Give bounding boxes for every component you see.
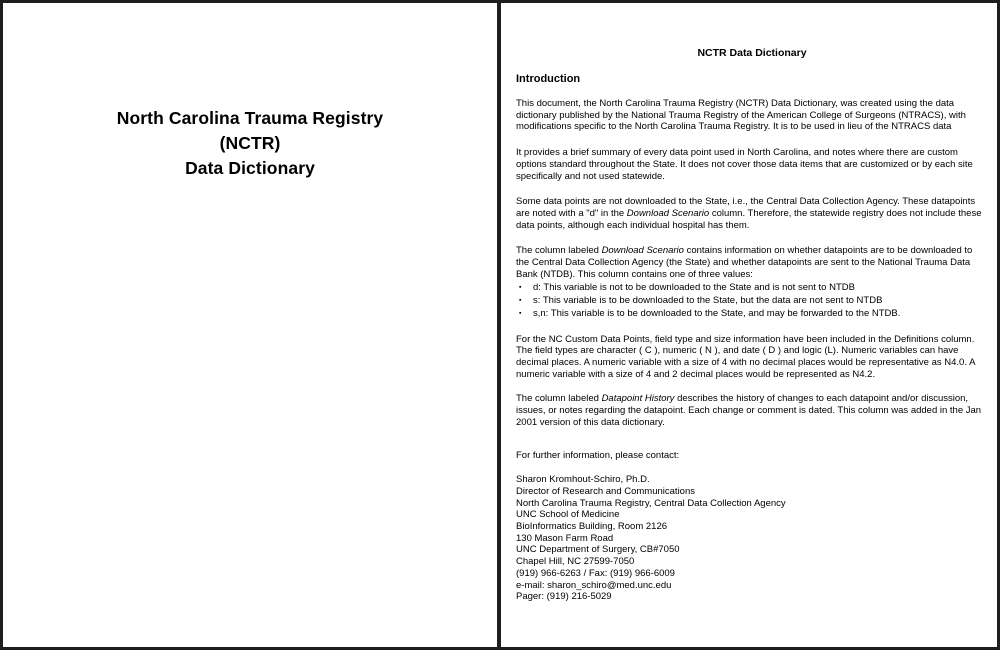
contact-line-org: North Carolina Trauma Registry, Central Data Collection Agency (516, 497, 786, 509)
contact-block (516, 474, 988, 603)
cover-title-line-2: (NCTR) (219, 133, 281, 153)
contact-line-department: UNC Department of Surgery, CB#7050 (516, 544, 680, 556)
download-scenario-italic: Download Scenario (601, 245, 684, 257)
contact-line-street: 130 Mason Farm Road (516, 532, 614, 544)
paragraph-text: contains information on whether datapoints are to be downloaded to the Central Data Collection Agency (the State) and whether datapoints are sent to the National Trauma Data Bank (NTDB). This column contains one of three values: (516, 245, 973, 280)
paragraph-text: Some data points are not downloaded to the State, i.e., the Central Data Collection Agency. These datapoints are noted with a "d" in the (516, 196, 976, 219)
contact-line-city: Chapel Hill, NC 27599-7050 (516, 556, 635, 568)
list-item-text: d: This variable is not to be downloaded to the State and is not sent to NTDB (533, 282, 855, 294)
bullet-square-icon: ▪ (519, 309, 522, 317)
cover-title-line-1: North Carolina Trauma Registry (116, 108, 384, 128)
contact-intro: For further information, please contact: (516, 450, 680, 462)
paragraph-text: The column labeled (516, 245, 602, 257)
download-scenario-values-list (516, 282, 988, 320)
bullet-square-icon: ▪ (519, 284, 522, 292)
intro-paragraph-5 (516, 334, 988, 381)
bullet-square-icon: ▪ (519, 297, 522, 305)
contact-line-school: UNC School of Medicine (516, 509, 620, 521)
cover-title-line-3: Data Dictionary (185, 158, 315, 178)
contact-line-pager: Pager: (919) 216-5029 (516, 591, 612, 603)
contact-line-name: Sharon Kromhout-Schiro, Ph.D. (516, 474, 650, 486)
list-item-s (516, 295, 988, 308)
paragraph-text: column. Therefore, the statewide registry does not include these data points, although each individual hospital has them. (516, 207, 982, 231)
list-item-sn (516, 308, 988, 321)
cover-title (3, 106, 497, 181)
paragraph-text: describes the history of changes to each datapoint and/or discussion, issues, or notes regarding the datapoint. Each change or comment is dated. This column was added in the Jan 2001 version of this data dictionary. (516, 393, 982, 428)
paragraph-text: It provides a brief summary of every data point used in North Carolina, and notes where there are custom options standard throughout the State. It does not cover those data items that are customized or by each site specifically and not used statewide. (516, 147, 973, 182)
list-item-d (516, 282, 988, 295)
intro-paragraph-6 (516, 393, 988, 428)
datapoint-history-italic: Datapoint History (601, 393, 675, 405)
contact-line-title: Director of Research and Communications (516, 485, 695, 497)
intro-paragraph-2 (516, 147, 988, 182)
introduction-page (501, 3, 997, 647)
intro-paragraph-3 (516, 196, 988, 231)
introduction-heading: Introduction (516, 73, 581, 85)
intro-paragraph-1 (516, 98, 988, 133)
page-header-title: NCTR Data Dictionary (697, 47, 807, 59)
list-item-text: s,n: This variable is to be downloaded to the State, and may be forwarded to the NTDB. (533, 307, 901, 319)
paragraph-text: This document, the North Carolina Trauma Registry (NCTR) Data Dictionary, was created using the data dictionary published by the National Trauma Registry of the American College of Surgeons (NTRACS), with modifications specific to the North Carolina Trauma Registry. It is to be used in lieu of the NTRACS data (516, 98, 966, 133)
download-scenario-italic: Download Scenario (626, 207, 710, 219)
list-item-text: s: This variable is to be downloaded to the State, but the data are not sent to NTDB (533, 295, 883, 307)
intro-paragraph-4 (516, 245, 988, 280)
cover-page (3, 3, 497, 647)
contact-line-email: e-mail: sharon_schiro@med.unc.edu (516, 579, 672, 591)
paragraph-text: For the NC Custom Data Points, field type and size information have been included in the Definitions column. The field types are character ( C ), numeric ( N ), and date ( D ) and logic (L). Numeric variables can have decimal places. A numeric variable with a size of 4 with no decimal places would be representative as N4.0. A numeric variable with a size of 4 and 2 decimal places would be represented as N4.2. (516, 333, 975, 380)
paragraph-text: The column labeled (516, 393, 602, 405)
contact-line-phone-fax: (919) 966-6263 / Fax: (919) 966-6009 (516, 567, 675, 579)
contact-line-building: BioInformatics Building, Room 2126 (516, 520, 668, 532)
